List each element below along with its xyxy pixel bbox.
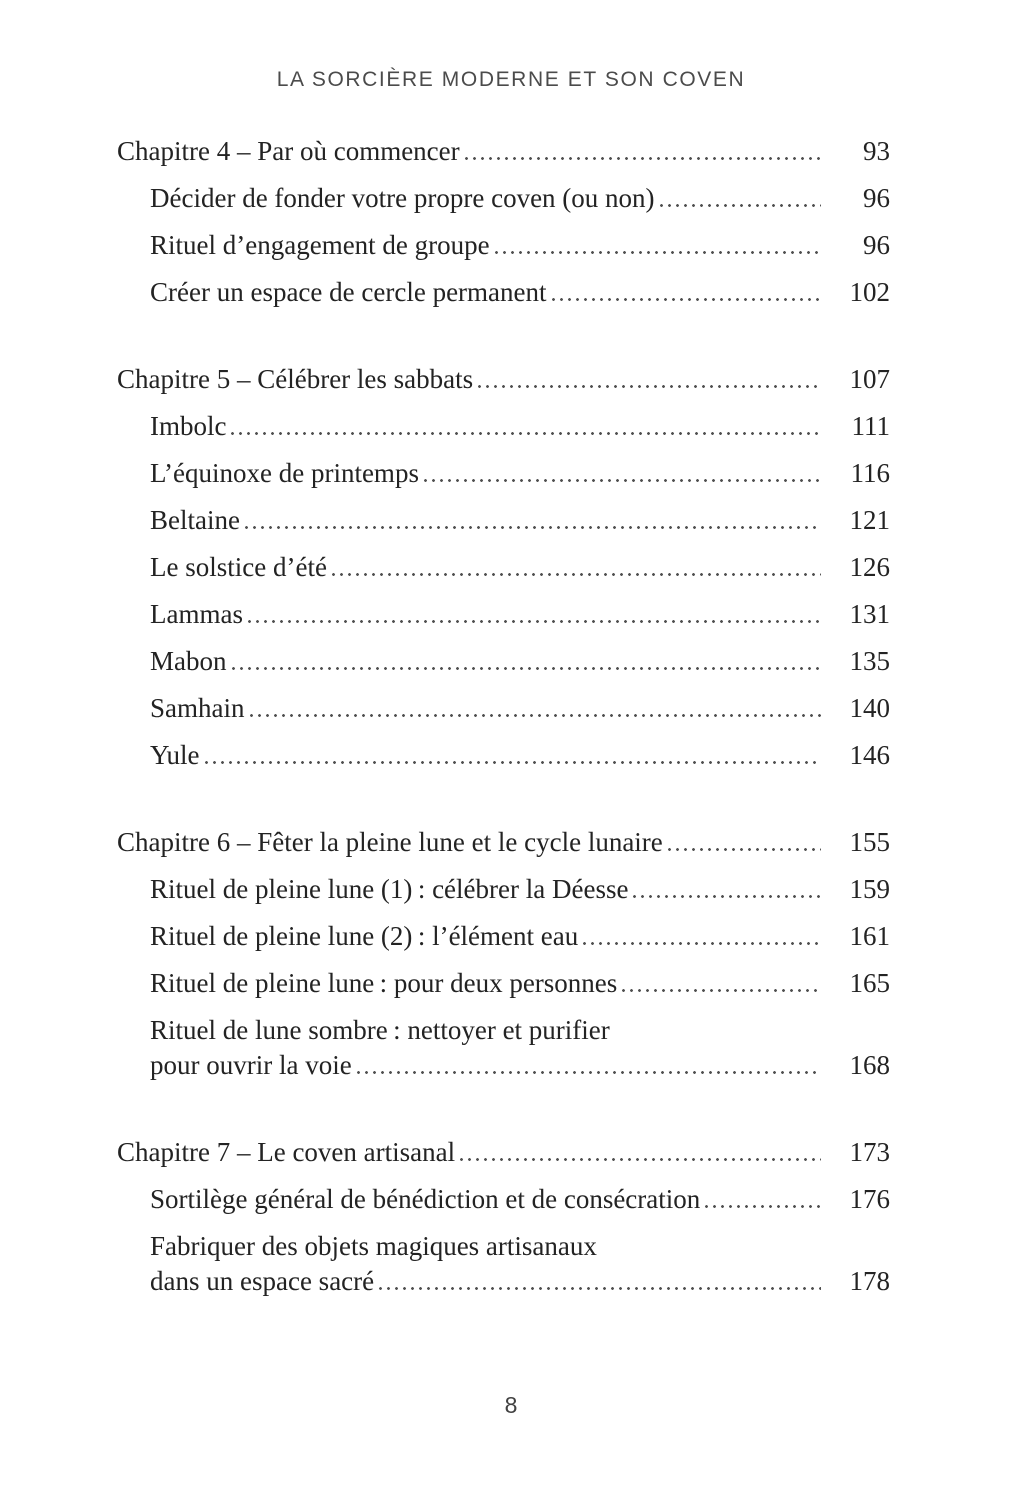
toc-entry-label: Mabon — [150, 646, 227, 676]
leader-dots — [547, 278, 823, 306]
toc-entry-page-number: 126 — [849, 552, 890, 582]
toc-entry-row — [117, 969, 890, 997]
toc-entry-label: Yule — [150, 740, 200, 770]
toc-entry-row — [117, 1185, 890, 1213]
toc-chapter-label: Chapitre 7 – Le coven artisanal — [117, 1137, 456, 1167]
running-header: LA SORCIÈRE MODERNE ET SON COVEN — [276, 68, 746, 91]
toc-entry-label: Imbolc — [150, 411, 227, 441]
toc-entry-page-number: 161 — [849, 921, 890, 951]
toc-chapter-label: Chapitre 4 – Par où commencer — [117, 136, 460, 166]
toc-chapter-page-number: 93 — [863, 136, 890, 166]
toc-entry-label: Créer un espace de cercle permanent — [150, 277, 547, 307]
toc-entry-label: L’équinoxe de printemps — [150, 458, 419, 488]
toc-section — [117, 1138, 890, 1295]
toc-entry-label: Fabriquer des objets magiques artisanaux — [150, 1231, 597, 1261]
leader-dots — [419, 459, 823, 487]
toc-entry-row — [117, 600, 890, 628]
toc-entry-label: Rituel de pleine lune (2) : l’élément eau — [150, 921, 579, 951]
toc-entry-row — [117, 922, 890, 950]
toc-entry-label: Samhain — [150, 693, 245, 723]
leader-dots — [240, 506, 823, 534]
toc-entry-page-number: 165 — [849, 968, 890, 998]
leader-dots — [327, 553, 823, 581]
toc-entry-row — [117, 694, 890, 722]
toc-entry-page-number: 116 — [850, 458, 890, 488]
toc-entry-row — [117, 875, 890, 903]
toc-entry-page-number: 178 — [849, 1266, 890, 1296]
leader-dots — [473, 365, 823, 393]
toc-entry-row — [117, 1232, 890, 1260]
leader-dots — [245, 694, 824, 722]
toc-entry-label: pour ouvrir la voie — [150, 1050, 352, 1080]
leader-dots — [490, 231, 823, 259]
toc-entry-page-number: 96 — [863, 183, 890, 213]
toc-entry-page-number: 131 — [849, 599, 890, 629]
leader-dots — [663, 828, 823, 856]
toc-entry-page-number: 168 — [849, 1050, 890, 1080]
toc-entry-page-number: 121 — [849, 505, 890, 535]
leader-dots — [455, 1138, 823, 1166]
toc-entry-row — [117, 1016, 890, 1044]
toc-entry-page-number: 176 — [849, 1184, 890, 1214]
toc-entry-label: Beltaine — [150, 505, 240, 535]
leader-dots — [628, 875, 823, 903]
toc-entry-row — [117, 1267, 890, 1295]
toc-chapter-row — [117, 828, 890, 856]
toc-entry-page-number: 111 — [851, 411, 890, 441]
toc-entry-page-number: 96 — [863, 230, 890, 260]
toc-entry-page-number: 140 — [849, 693, 890, 723]
toc-entry-label: Sortilège général de bénédiction et de consécration — [150, 1184, 701, 1214]
toc-entry-row — [117, 553, 890, 581]
toc-entry-page-number: 135 — [849, 646, 890, 676]
toc-entry-row — [117, 1051, 890, 1079]
toc-entry-page-number: 159 — [849, 874, 890, 904]
toc-chapter-label: Chapitre 5 – Célébrer les sabbats — [117, 364, 474, 394]
leader-dots — [374, 1267, 823, 1295]
table-of-contents — [117, 137, 890, 1295]
toc-entry-row — [117, 506, 890, 534]
toc-entry-row — [117, 412, 890, 440]
toc-entry-page-number: 102 — [849, 277, 890, 307]
toc-entry-row — [117, 647, 890, 675]
toc-chapter-row — [117, 365, 890, 393]
leader-dots — [617, 969, 823, 997]
toc-section — [117, 365, 890, 769]
leader-dots — [352, 1051, 823, 1079]
leader-dots — [655, 184, 823, 212]
toc-entry-label: Rituel d’engagement de groupe — [150, 230, 490, 260]
toc-section — [117, 828, 890, 1079]
toc-entry-page-number: 146 — [849, 740, 890, 770]
leader-dots — [578, 922, 823, 950]
toc-entry-row — [117, 184, 890, 212]
leader-dots — [243, 600, 823, 628]
leader-dots — [200, 741, 824, 769]
leader-dots — [226, 412, 823, 440]
toc-chapter-row — [117, 1138, 890, 1166]
toc-chapter-page-number: 155 — [849, 827, 890, 857]
toc-chapter-row — [117, 137, 890, 165]
toc-entry-label: dans un espace sacré — [150, 1266, 375, 1296]
leader-dots — [700, 1185, 823, 1213]
toc-entry-label: Décider de fonder votre propre coven (ou non) — [150, 183, 655, 213]
toc-chapter-page-number: 173 — [849, 1137, 890, 1167]
toc-entry-label: Rituel de pleine lune : pour deux personnes — [150, 968, 618, 998]
toc-section — [117, 137, 890, 306]
leader-dots — [227, 647, 824, 675]
toc-entry-row — [117, 741, 890, 769]
toc-chapter-label: Chapitre 6 – Fêter la pleine lune et le cycle lunaire — [117, 827, 663, 857]
toc-entry-label: Lammas — [150, 599, 243, 629]
page-number: 8 — [504, 1392, 518, 1418]
leader-dots — [460, 137, 823, 165]
toc-entry-label: Le solstice d’été — [150, 552, 327, 582]
toc-entry-row — [117, 459, 890, 487]
toc-entry-row — [117, 231, 890, 259]
toc-entry-label: Rituel de pleine lune (1) : célébrer la Déesse — [150, 874, 629, 904]
toc-chapter-page-number: 107 — [849, 364, 890, 394]
toc-entry-label: Rituel de lune sombre : nettoyer et purifier — [150, 1015, 610, 1045]
toc-entry-row — [117, 278, 890, 306]
